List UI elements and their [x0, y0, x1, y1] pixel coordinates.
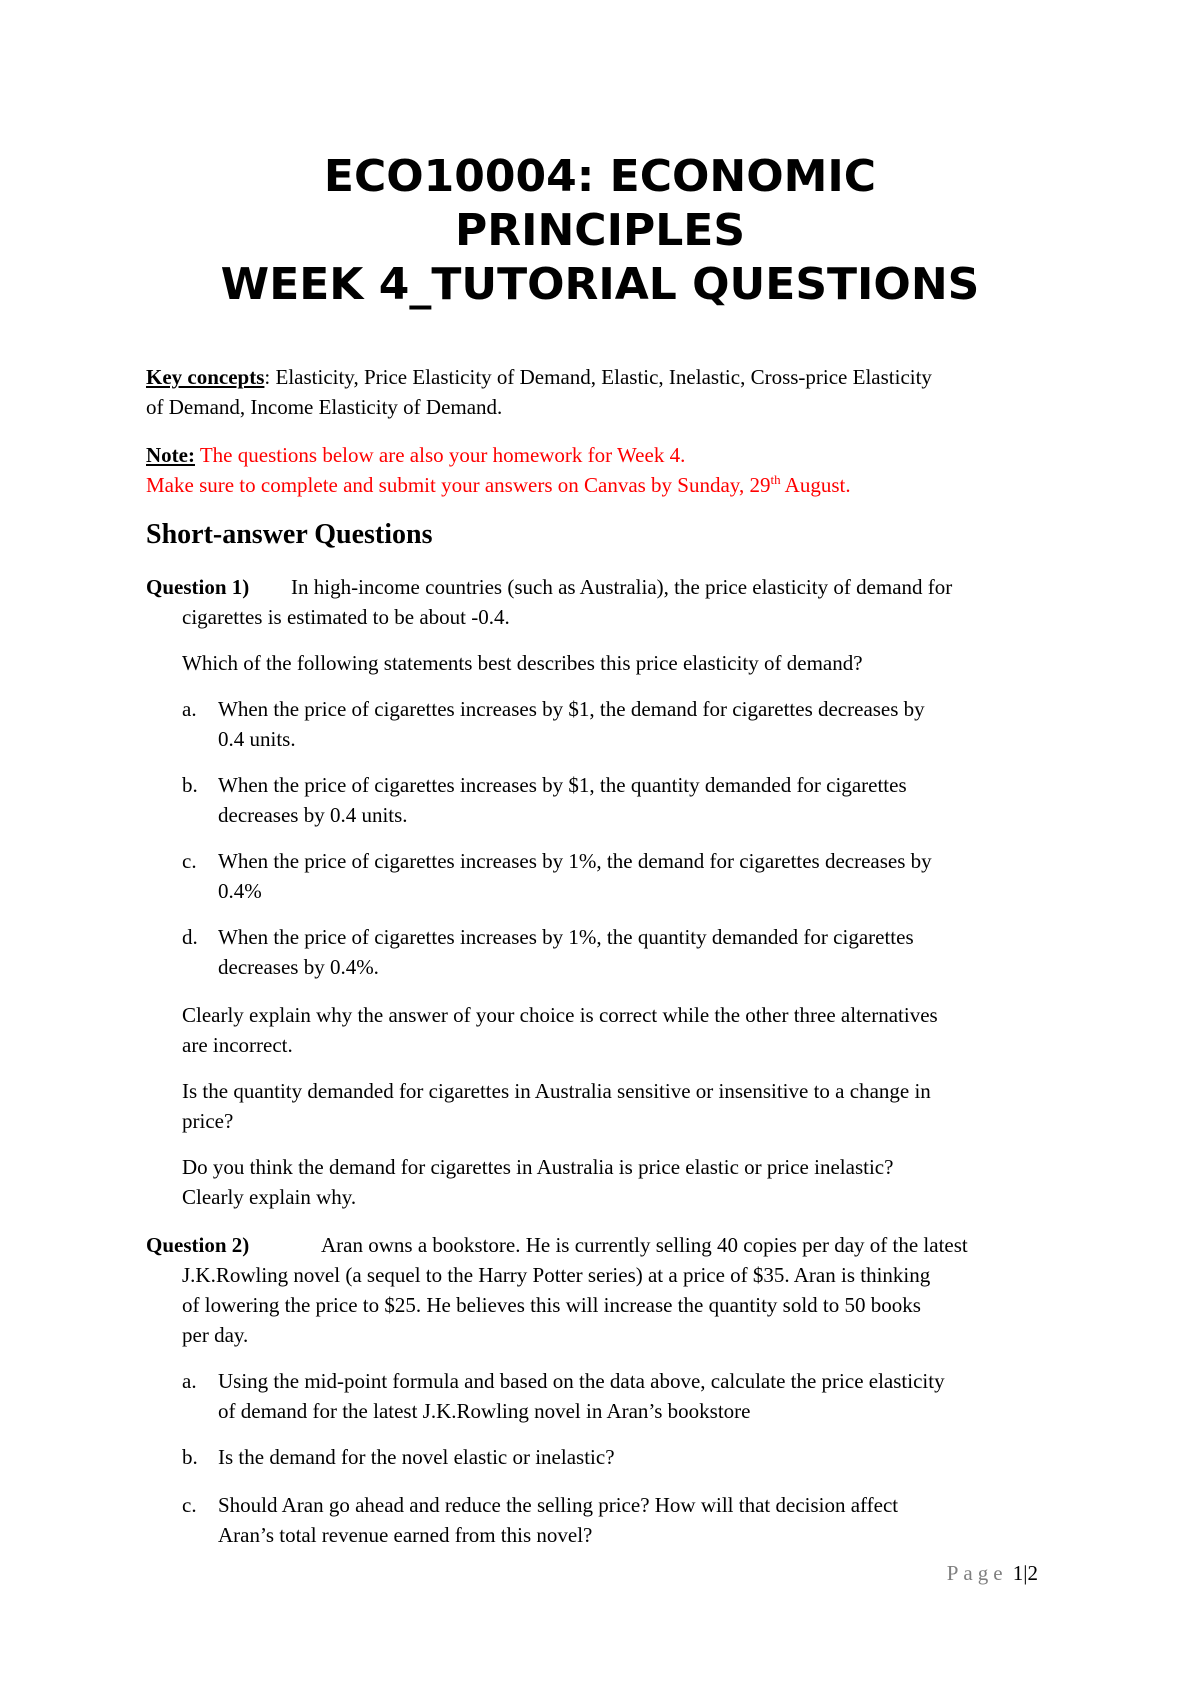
option-text: When the price of cigarettes increases by 1%, the demand for cigarettes decreases by: [218, 849, 932, 873]
note-line-2-text: Make sure to complete and submit your answers on Canvas by Sunday, 29: [146, 473, 771, 497]
question-2-line-3: of lowering the price to $25. He believes this will increase the quantity sold to 50 books: [182, 1293, 921, 1317]
q1-explain-line-1: Clearly explain why the answer of your choice is correct while the other three alternatives: [182, 1003, 938, 1027]
q1-option-b: [182, 770, 907, 830]
option-letter: c.: [182, 849, 197, 873]
option-text: Should Aran go ahead and reduce the selling price? How will that decision affect: [218, 1493, 899, 1517]
option-text: When the price of cigarettes increases by $1, the quantity demanded for cigarettes: [218, 773, 907, 797]
option-text-cont: Aran’s total revenue earned from this novel?: [218, 1523, 593, 1547]
page-total: 2: [1027, 1561, 1038, 1585]
option-text-cont: 0.4 units.: [218, 727, 296, 751]
q1-elastic-line-2: Clearly explain why.: [182, 1185, 357, 1209]
q2-option-a: [182, 1366, 945, 1426]
question-2-label: Question 2): [146, 1233, 250, 1257]
question-1-label: Question 1): [146, 575, 250, 599]
question-2-line-4: per day.: [182, 1323, 249, 1347]
key-concepts-line-2: of Demand, Income Elasticity of Demand.: [146, 395, 503, 419]
question-1: [146, 572, 952, 602]
question-2: [146, 1230, 968, 1260]
q1-sensitive-line-1: Is the quantity demanded for cigarettes in Australia sensitive or insensitive to a change in: [182, 1079, 931, 1103]
option-text: Is the demand for the novel elastic or inelastic?: [218, 1445, 615, 1469]
option-text: Using the mid-point formula and based on the data above, calculate the price elasticity: [218, 1369, 945, 1393]
title-line-2: PRINCIPLES: [454, 205, 746, 256]
q2-option-b: [182, 1442, 615, 1472]
option-text-cont: of demand for the latest J.K.Rowling novel in Aran’s bookstore: [218, 1399, 751, 1423]
question-1-prompt: Which of the following statements best describes this price elasticity of demand?: [182, 651, 863, 675]
option-letter: b.: [182, 1445, 198, 1469]
page-separator: |: [1023, 1561, 1028, 1585]
page-current: 1: [1012, 1561, 1024, 1585]
q1-elastic-line-1: Do you think the demand for cigarettes in Australia is price elastic or price inelastic?: [182, 1155, 894, 1179]
q1-explain-line-2: are incorrect.: [182, 1033, 293, 1057]
note-superscript: th: [770, 472, 781, 487]
note-line-2-end: August.: [780, 473, 851, 497]
note: [146, 440, 685, 470]
question-2-line-2: J.K.Rowling novel (a sequel to the Harry Potter series) at a price of $35. Aran is thinking: [182, 1263, 931, 1287]
question-1-line-1: In high-income countries (such as Australia), the price elasticity of demand for: [291, 575, 953, 599]
option-letter: b.: [182, 773, 198, 797]
title-line-3: WEEK 4_TUTORIAL QUESTIONS: [220, 259, 980, 310]
q1-option-d: [182, 922, 914, 982]
option-letter: d.: [182, 925, 198, 949]
note-line-1: The questions below are also your homework for Week 4.: [194, 443, 686, 467]
option-text-cont: decreases by 0.4 units.: [218, 803, 408, 827]
option-text: When the price of cigarettes increases by $1, the demand for cigarettes decreases by: [218, 697, 925, 721]
note-line-2: [146, 470, 851, 500]
question-1-line-2: cigarettes is estimated to be about -0.4.: [182, 605, 510, 629]
document-title: [0, 150, 1200, 312]
key-concepts-line-1: : Elasticity, Price Elasticity of Demand, Elastic, Inelastic, Cross-price Elasticity: [264, 365, 932, 389]
note-label: Note:: [146, 443, 195, 467]
title-line-1: ECO10004: ECONOMIC: [323, 151, 877, 202]
section-heading: Short-answer Questions: [146, 519, 433, 550]
key-concepts: [146, 362, 932, 392]
page-word: Page: [946, 1561, 1008, 1585]
option-letter: a.: [182, 1369, 197, 1393]
q2-option-c: [182, 1490, 898, 1550]
option-letter: a.: [182, 697, 197, 721]
page-footer: [947, 1561, 1038, 1586]
option-text-cont: decreases by 0.4%.: [218, 955, 379, 979]
q1-sensitive-line-2: price?: [182, 1109, 234, 1133]
key-concepts-label: Key concepts: [146, 365, 265, 389]
question-2-line-1: Aran owns a bookstore. He is currently selling 40 copies per day of the latest: [321, 1233, 968, 1257]
option-letter: c.: [182, 1493, 197, 1517]
q1-option-a: [182, 694, 925, 754]
option-text-cont: 0.4%: [218, 879, 262, 903]
q1-option-c: [182, 846, 932, 906]
option-text: When the price of cigarettes increases by 1%, the quantity demanded for cigarettes: [218, 925, 914, 949]
